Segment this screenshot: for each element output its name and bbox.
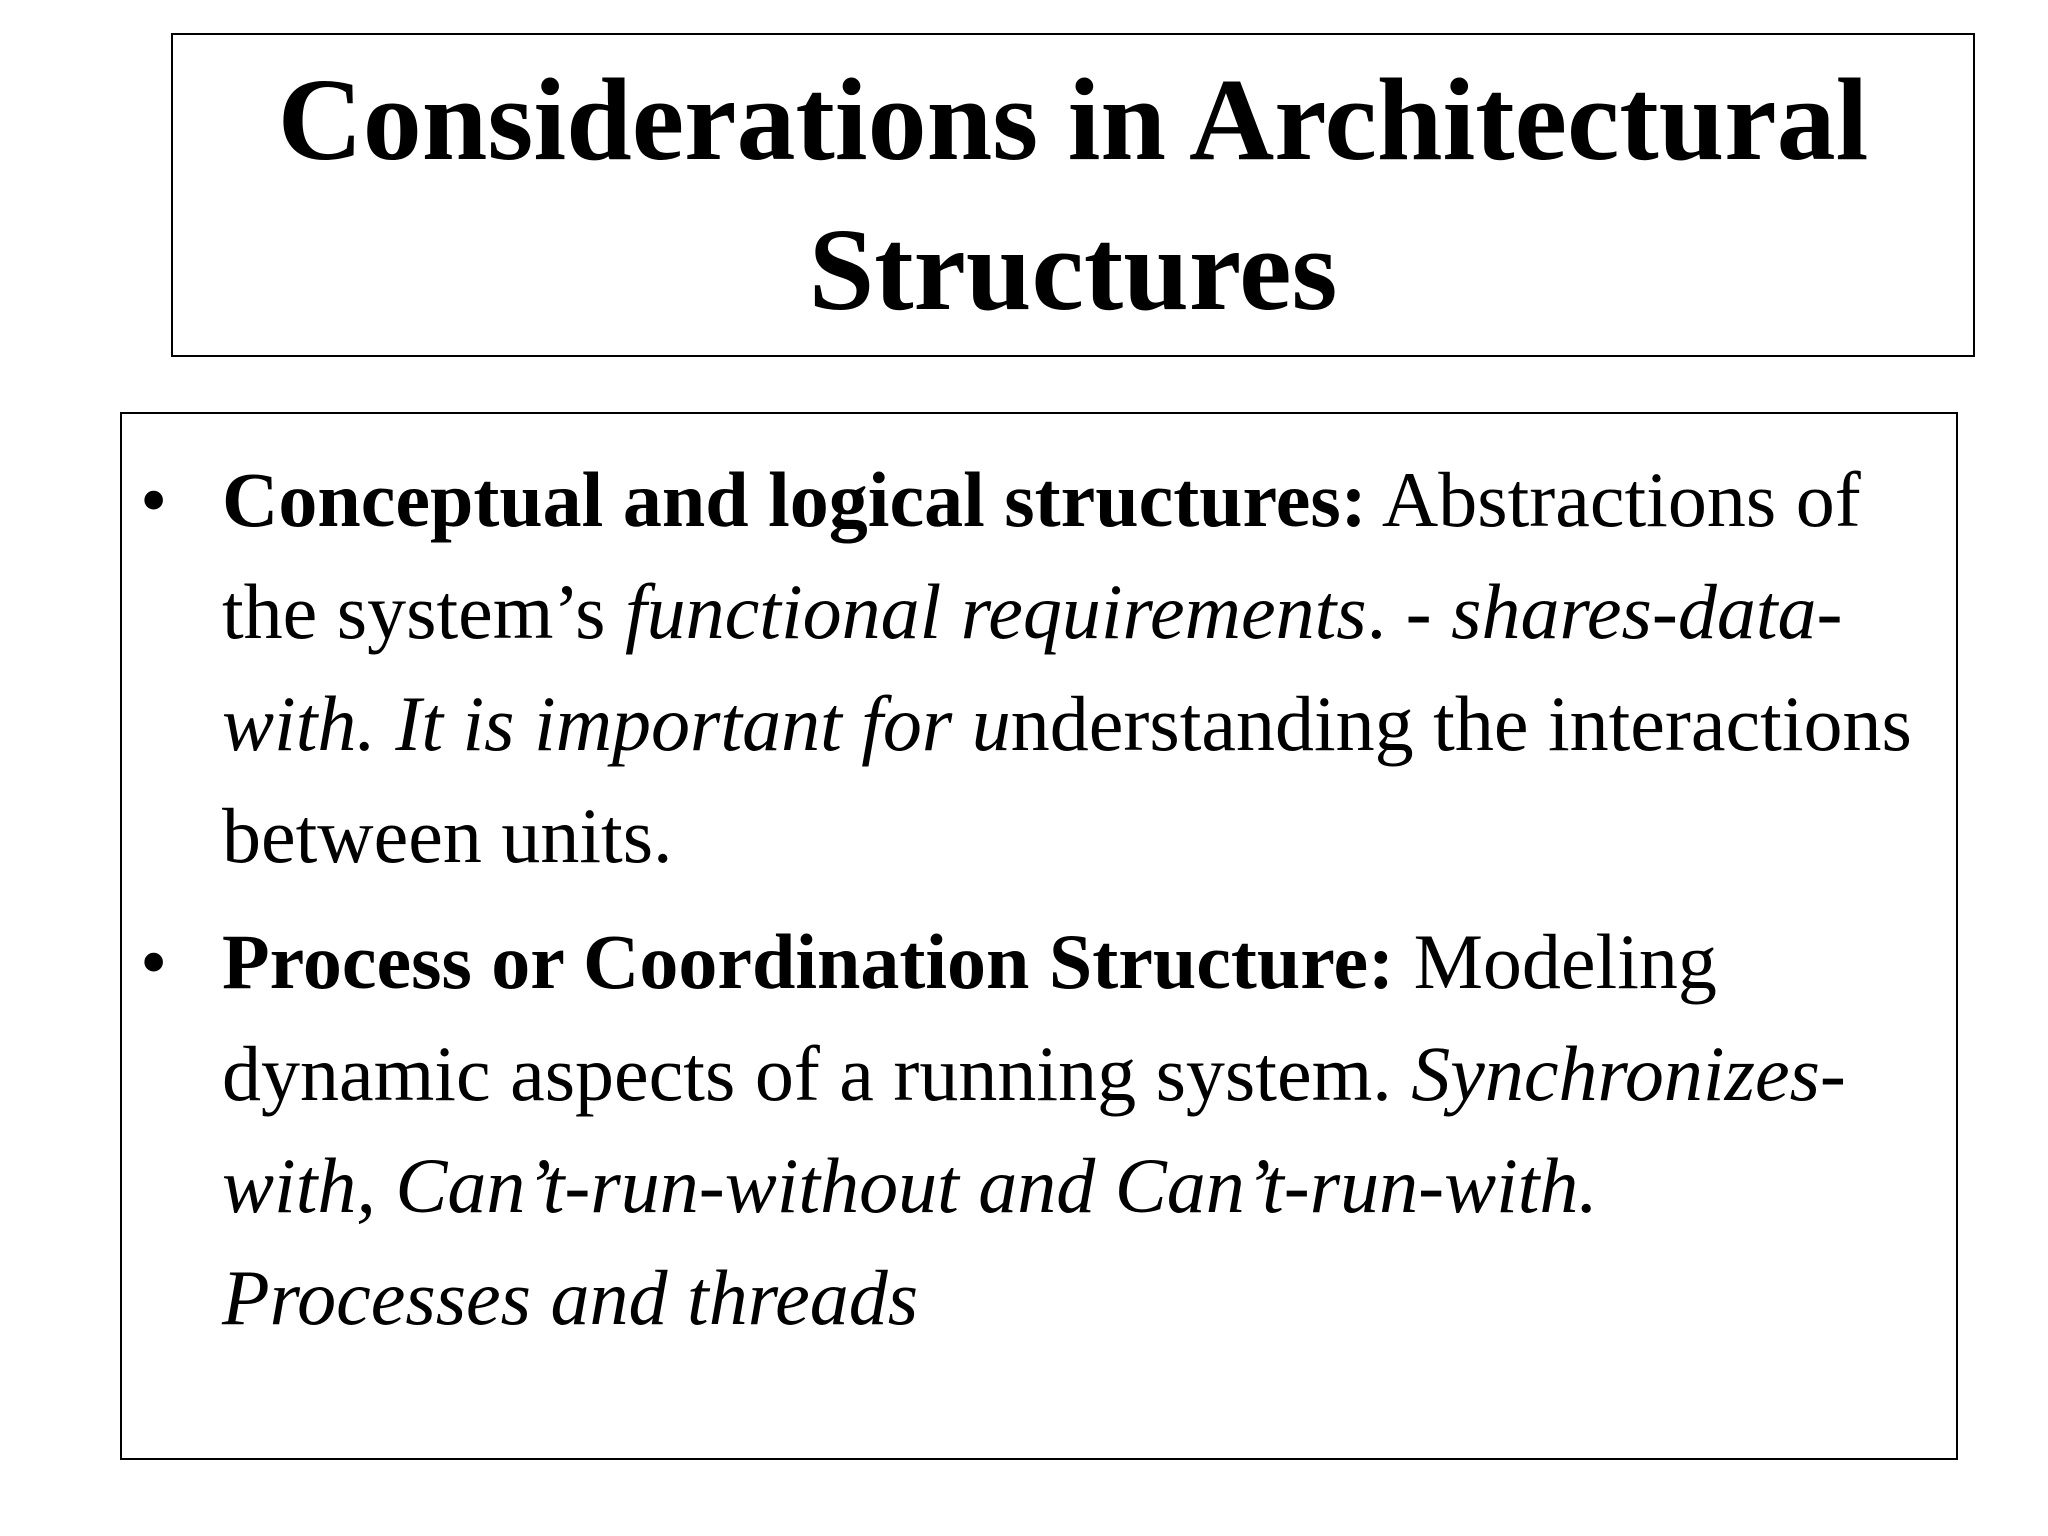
bullet-text-conceptual-normal: Abstractions of the system’s	[222, 456, 1861, 655]
bullet-text-process-normal: Modeling dynamic aspects of a running system.	[222, 918, 1717, 1117]
bullet-dot-icon: •	[140, 456, 168, 543]
slide-title-box	[171, 33, 1975, 357]
slide-title-line-1: Considerations in Architectural	[277, 54, 1869, 185]
bullet-text-process-italic: Synchronizes-with, Can’t-run-without and Can’t-run-with. Processes and threads	[222, 1030, 1846, 1341]
bullet-text-conceptual-end: nderstanding the interactions between units.	[222, 680, 1912, 879]
slide-title-line-2: Structures	[808, 204, 1338, 335]
bullet-text-conceptual-italic-2: shares-data-with. It is important for u	[222, 568, 1843, 767]
slide-content-box	[120, 412, 1958, 1460]
bullet-item-process	[122, 906, 1926, 1354]
bullet-text-conceptual-italic-1: functional requirements	[625, 568, 1367, 655]
bullet-dot-icon: •	[140, 918, 168, 1005]
bullet-list	[122, 444, 1926, 1354]
bullet-heading-process: Process or Coordination Structure:	[222, 918, 1395, 1005]
bullet-heading-conceptual: Conceptual and logical structures:	[222, 456, 1367, 543]
bullet-item-conceptual	[122, 444, 1926, 892]
bullet-text-conceptual-period: . -	[1366, 568, 1452, 655]
